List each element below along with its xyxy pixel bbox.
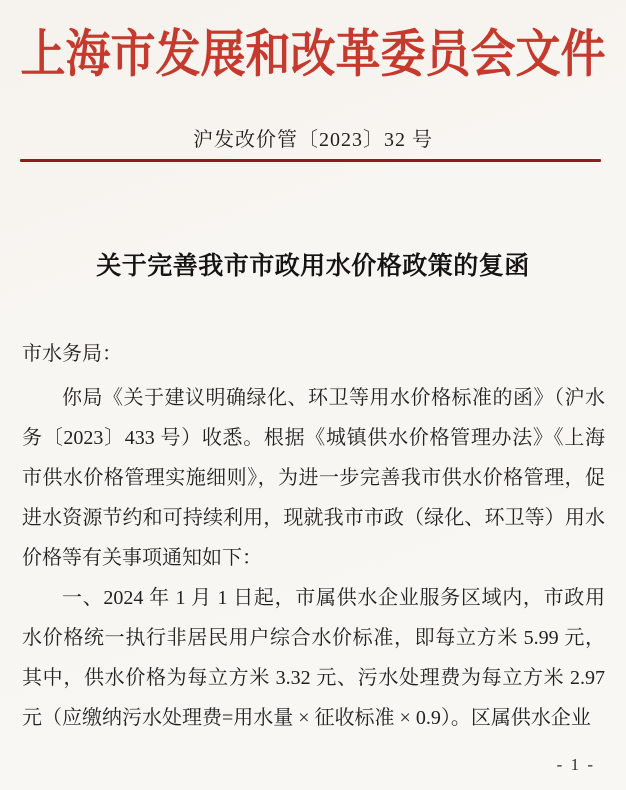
addressee-line: 市水务局： — [22, 343, 122, 365]
body-paragraph-2: 一、2024 年 1 月 1 日起，市属供水企业服务区域内，市政用水价格统一执行非居民用户综合水价标准，即每立方米 5.99 元，其中，供水价格为每立方米 3.32 元、污水处理费为每立方米 2.97 元（应缴纳污水处理费=用水量 × 征收标准 × 0.9）。区属供水企业 — [22, 587, 605, 729]
document-body — [22, 334, 605, 738]
letterhead-title: 上海市发展和改革委员会文件 — [20, 25, 606, 83]
document-title: 关于完善我市市政用水价格政策的复函 — [96, 253, 530, 280]
body-paragraph-1: 你局《关于建议明确绿化、环卫等用水价格标准的函》（沪水务〔2023〕433 号）收悉。根据《城镇供水价格管理办法》《上海市供水价格管理实施细则》，为进一步完善我市供水价格管理，促进水资源节约和可持续利用，现就我市市政（绿化、环卫等）用水价格等有关事项通知如下： — [22, 387, 605, 569]
page-number: - 1 - — [556, 755, 595, 774]
red-separator-rule — [20, 159, 601, 162]
document-number: 沪发改价管〔2023〕32 号 — [193, 129, 433, 151]
